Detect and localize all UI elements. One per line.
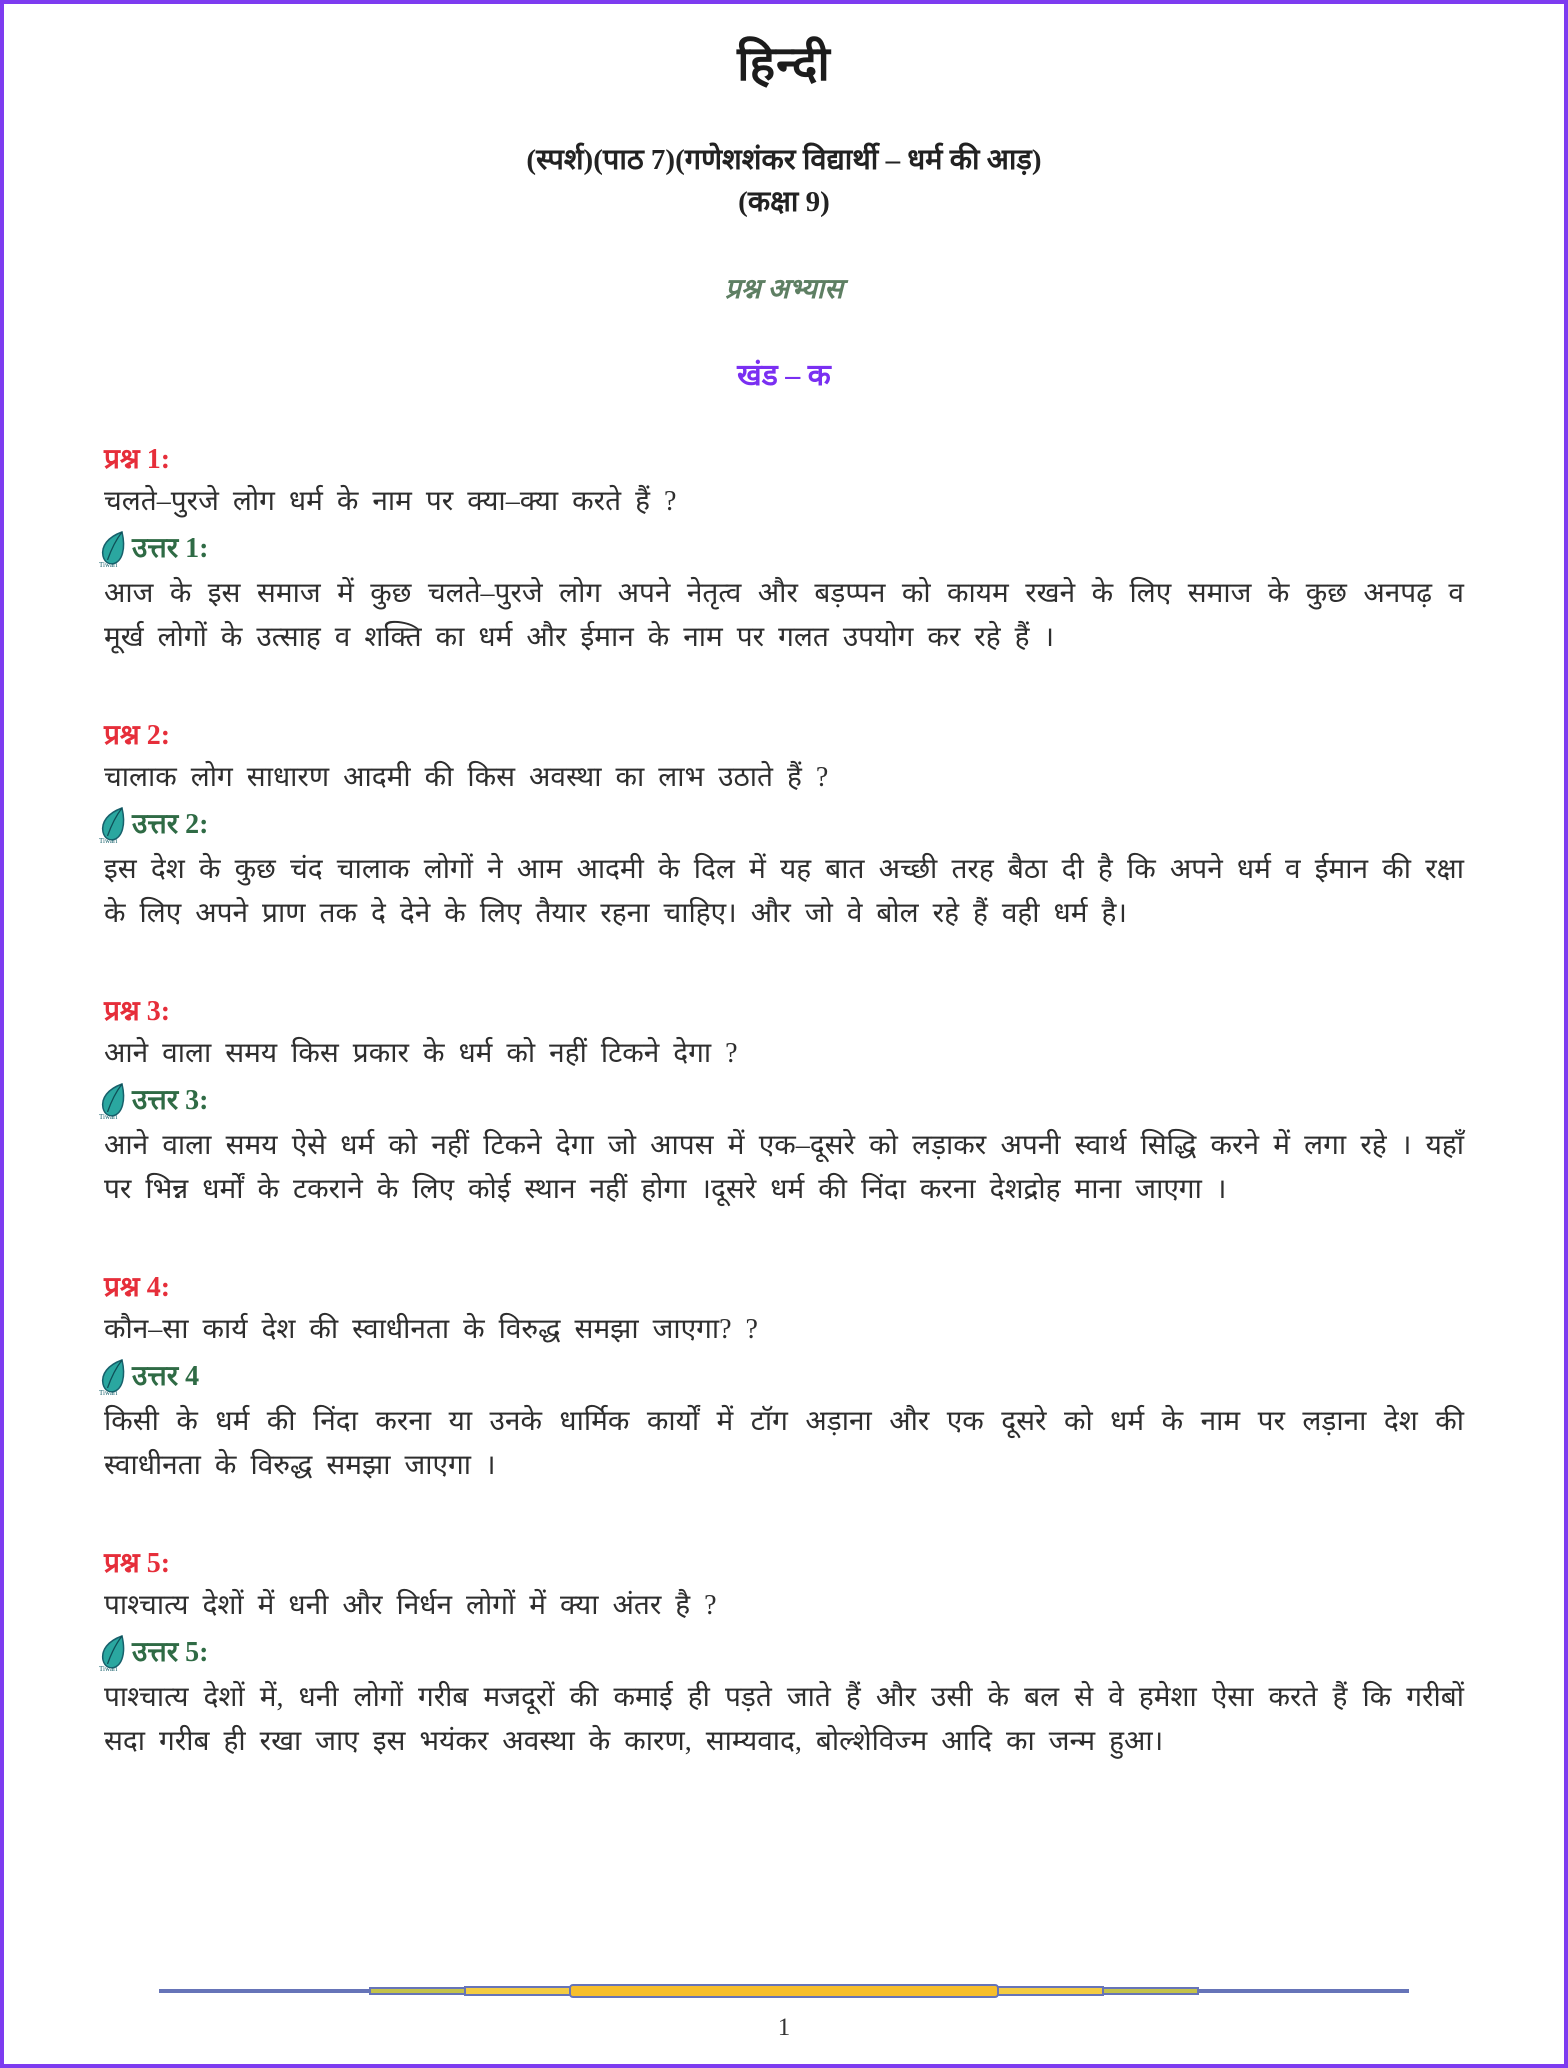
question-text: आने वाला समय किस प्रकार के धर्म को नहीं टिकने देगा ? (104, 1038, 738, 1069)
answer-label: उत्तर 2: (132, 809, 209, 840)
answer-label: उत्तर 5: (132, 1637, 209, 1668)
leaf-logo-caption: Tiwari (99, 1113, 118, 1120)
leaf-logo-icon (98, 806, 130, 844)
question-label: प्रश्न 1: (104, 444, 171, 475)
question-label: प्रश्न 4: (104, 1272, 171, 1303)
question-text: कौन–सा कार्य देश की स्वाधीनता के विरुद्ध समझा जाएगा? ? (104, 1314, 758, 1345)
qa-block (99, 440, 1464, 660)
answer-text: पाश्चात्य देशों में, धनी लोगों गरीब मजदूरों की कमाई ही पड़ते जाते हैं और उसी के बल से वे हमेशा ऐसा करते हैं कि गरीबों सदा गरीब ही रखा जाए इस भयंकर अवस्था के कारण, साम्यवाद, बोल्शेविज्म आदि का जन्म हुआ। (104, 1682, 1464, 1757)
chapter-subtitle: (स्पर्श)(पाठ 7)(गणेशशंकर विद्यार्थी – धर्म की आड़) (526, 144, 1042, 176)
question-text: चालाक लोग साधारण आदमी की किस अवस्था का लाभ उठाते हैं ? (104, 762, 829, 793)
answer-label: उत्तर 3: (132, 1085, 209, 1116)
qa-block (99, 1268, 1464, 1488)
leaf-logo-caption: Tiwari (99, 561, 118, 568)
answer-label: उत्तर 4 (132, 1361, 200, 1392)
decorative-divider (159, 1982, 1409, 2000)
answer-text: आने वाला समय ऐसे धर्म को नहीं टिकने देगा जो आपस में एक–दूसरे को लड़ाकर अपनी स्वार्थ सिद्धि करने में लगा रहे । यहॉं पर भिन्न धर्मों के टकराने के लिए कोई स्थान नहीं होगा ।दूसरे धर्म की निंदा करना देशद्रोह माना जाएगा । (104, 1130, 1464, 1205)
page-title: हिन्दी (737, 38, 831, 91)
qa-list (99, 440, 1464, 1764)
question-label: प्रश्न 3: (104, 996, 171, 1027)
answer-label-row (99, 528, 1464, 570)
answer-text: इस देश के कुछ चंद चालाक लोगों ने आम आदमी के दिल में यह बात अच्छी तरह बैठा दी है कि अपने धर्म व ईमान की रक्षा के लिए अपने प्राण तक दे देने के लिए तैयार रहना चाहिए। और जो वे बोल रहे हैं वही धर्म है। (104, 854, 1464, 929)
answer-text: किसी के धर्म की निंदा करना या उनके धार्मिक कार्यों में टॉग अड़ाना और एक दूसरे को धर्म के नाम पर लड़ाना देश की स्वाधीनता के विरुद्ध समझा जाएगा । (104, 1406, 1464, 1481)
answer-label-row (99, 1356, 1464, 1398)
leaf-logo-caption: Tiwari (99, 1665, 118, 1672)
exercise-heading: प्रश्न अभ्यास (724, 274, 844, 305)
class-line: (कक्षा 9) (738, 186, 830, 218)
answer-label-row (99, 1080, 1464, 1122)
document-footer (4, 1982, 1564, 2042)
question-label: प्रश्न 5: (104, 1548, 171, 1579)
leaf-logo-caption: Tiwari (99, 1389, 118, 1396)
divider-gold-band (569, 1984, 999, 1998)
qa-block (99, 716, 1464, 936)
leaf-logo-caption: Tiwari (99, 837, 118, 844)
leaf-logo-icon (98, 530, 130, 568)
question-text: पाश्चात्य देशों में धनी और निर्धन लोगों में क्या अंतर है ? (104, 1590, 717, 1621)
answer-label-row (99, 1632, 1464, 1674)
leaf-logo-icon (98, 1634, 130, 1672)
qa-block (99, 992, 1464, 1212)
document-header (4, 30, 1564, 394)
answer-label: उत्तर 1: (132, 533, 209, 564)
question-label: प्रश्न 2: (104, 720, 171, 751)
answer-text: आज के इस समाज में कुछ चलते–पुरजे लोग अपने नेतृत्व और बड़प्पन को कायम रखने के लिए समाज के कुछ अनपढ़ व मूर्ख लोगों के उत्साह व शक्ति का धर्म और ईमान के नाम पर गलत उपयोग कर रहे हैं । (104, 578, 1464, 653)
qa-block (99, 1544, 1464, 1764)
section-heading: खंड – क (737, 359, 831, 392)
answer-label-row (99, 804, 1464, 846)
leaf-logo-icon (98, 1358, 130, 1396)
page-number: 1 (777, 2014, 791, 2041)
leaf-logo-icon (98, 1082, 130, 1120)
question-text: चलते–पुरजे लोग धर्म के नाम पर क्या–क्या करते हैं ? (104, 486, 677, 517)
